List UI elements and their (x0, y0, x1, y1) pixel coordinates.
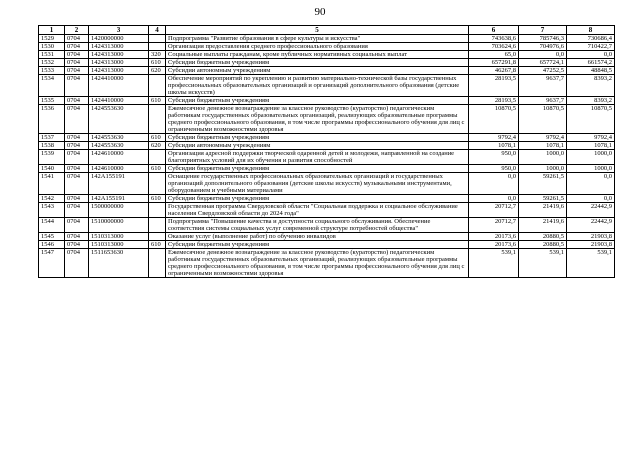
year2-amount-cell: 704976,6 (519, 43, 567, 51)
target-code-cell: 1424313000 (89, 43, 149, 51)
row-number-cell: 1541 (39, 173, 65, 195)
table-row (39, 97, 615, 105)
row-number-cell: 1530 (39, 43, 65, 51)
row-number-cell: 1547 (39, 249, 65, 278)
year3-amount-cell: 48848,5 (567, 67, 615, 75)
table-row (39, 43, 615, 51)
year3-amount-cell: 21903,8 (567, 241, 615, 249)
target-code-cell: 142А155191 (89, 195, 149, 203)
section-cell: 0704 (65, 75, 89, 97)
row-number-cell: 1536 (39, 105, 65, 134)
name-cell: Субсидии автономным учреждениям (166, 142, 469, 150)
expense-type-cell: 620 (149, 67, 166, 75)
year3-amount-cell: 1078,1 (567, 142, 615, 150)
expense-type-cell: 320 (149, 51, 166, 59)
target-code-cell: 1424313000 (89, 67, 149, 75)
target-code-cell: 1424313000 (89, 51, 149, 59)
year2-amount-cell: 59261,5 (519, 195, 567, 203)
year3-amount-cell: 1000,0 (567, 165, 615, 173)
section-cell: 0704 (65, 134, 89, 142)
target-code-cell: 1424610000 (89, 165, 149, 173)
year1-amount-cell: 1078,1 (469, 142, 519, 150)
header-cell: 5 (166, 26, 469, 35)
expense-type-cell: 610 (149, 59, 166, 67)
name-cell: Субсидии бюджетным учреждениям (166, 59, 469, 67)
target-code-cell: 1510313000 (89, 233, 149, 241)
year2-amount-cell: 9637,7 (519, 75, 567, 97)
year1-amount-cell: 28193,5 (469, 75, 519, 97)
year2-amount-cell: 20880,5 (519, 241, 567, 249)
year1-amount-cell: 20173,6 (469, 241, 519, 249)
name-cell: Обеспечение мероприятий по укреплению и развитию материально-технической базы государственных профессиональных образовательных организаций и организаций дополнительного образования (детские школы искусств) (166, 75, 469, 97)
name-cell: Ежемесячное денежное вознаграждение за классное руководство (кураторство) педагогическим работникам государственных образовательных организаций, реализующих образовательные программы среднего профессионального образования, в том числе программы профессионального обучения для лиц с ограниченными возможностями здоровья (166, 105, 469, 134)
row-number-cell: 1542 (39, 195, 65, 203)
name-cell: Субсидии бюджетным учреждениям (166, 97, 469, 105)
page-number: 90 (314, 6, 326, 18)
expense-type-cell (149, 233, 166, 241)
year3-amount-cell: 9792,4 (567, 134, 615, 142)
section-cell: 0704 (65, 105, 89, 134)
name-cell: Субсидии бюджетным учреждениям (166, 134, 469, 142)
expense-type-cell (149, 75, 166, 97)
year1-amount-cell: 46267,8 (469, 67, 519, 75)
expense-type-cell: 610 (149, 195, 166, 203)
year1-amount-cell: 539,1 (469, 249, 519, 278)
target-code-cell: 1424553630 (89, 142, 149, 150)
section-cell: 0704 (65, 150, 89, 165)
year3-amount-cell: 8393,2 (567, 75, 615, 97)
section-cell: 0704 (65, 35, 89, 43)
year3-amount-cell: 730686,4 (567, 35, 615, 43)
row-number-cell: 1544 (39, 218, 65, 233)
name-cell: Подпрограмма "Развитие образования в сфере культуры и искусства" (166, 35, 469, 43)
year2-amount-cell: 59261,5 (519, 173, 567, 195)
expense-type-cell: 610 (149, 241, 166, 249)
table-row (39, 59, 615, 67)
section-cell: 0704 (65, 218, 89, 233)
header-cell: 4 (149, 26, 166, 35)
year3-amount-cell: 8393,2 (567, 97, 615, 105)
header-cell: 3 (89, 26, 149, 35)
table-row (39, 233, 615, 241)
year1-amount-cell: 9792,4 (469, 134, 519, 142)
target-code-cell: 1510000000 (89, 218, 149, 233)
section-cell: 0704 (65, 241, 89, 249)
year1-amount-cell: 20712,7 (469, 203, 519, 218)
year1-amount-cell: 657291,8 (469, 59, 519, 67)
expense-type-cell (149, 249, 166, 278)
table-row (39, 249, 615, 278)
year3-amount-cell: 710422,7 (567, 43, 615, 51)
budget-table (38, 25, 615, 278)
year1-amount-cell: 20173,6 (469, 233, 519, 241)
name-cell: Оснащение государственных профессиональных образовательных организаций и государственных организаций дополнительного образования (детские школы искусств) музыкальными инструментами, оборудованием и учебными материалами (166, 173, 469, 195)
section-cell: 0704 (65, 59, 89, 67)
year1-amount-cell: 703624,6 (469, 43, 519, 51)
table-row (39, 150, 615, 165)
year2-amount-cell: 539,1 (519, 249, 567, 278)
row-number-cell: 1539 (39, 150, 65, 165)
row-number-cell: 1533 (39, 67, 65, 75)
target-code-cell: 1510313000 (89, 241, 149, 249)
year2-amount-cell: 1078,1 (519, 142, 567, 150)
year1-amount-cell: 20712,7 (469, 218, 519, 233)
row-number-cell: 1543 (39, 203, 65, 218)
year2-amount-cell: 20880,5 (519, 233, 567, 241)
name-cell: Субсидии бюджетным учреждениям (166, 165, 469, 173)
target-code-cell: 1424410000 (89, 97, 149, 105)
name-cell: Ежемесячное денежное вознаграждение за классное руководство (кураторство) педагогическим работникам государственных образовательных организаций, реализующих образовательные программы среднего профессионального образования, в том числе программы профессионального обучения для лиц с ограниченными возможностями здоровья (166, 249, 469, 278)
year1-amount-cell: 950,0 (469, 150, 519, 165)
year1-amount-cell: 950,0 (469, 165, 519, 173)
table-row (39, 173, 615, 195)
name-cell: Субсидии бюджетным учреждениям (166, 195, 469, 203)
target-code-cell: 1424553630 (89, 105, 149, 134)
row-number-cell: 1529 (39, 35, 65, 43)
row-number-cell: 1545 (39, 233, 65, 241)
name-cell: Субсидии бюджетным учреждениям (166, 241, 469, 249)
name-cell: Субсидии автономным учреждениям (166, 67, 469, 75)
expense-type-cell: 620 (149, 142, 166, 150)
year3-amount-cell: 1000,0 (567, 150, 615, 165)
expense-type-cell (149, 43, 166, 51)
name-cell: Оказание услуг (выполнение работ) по обучению инвалидов (166, 233, 469, 241)
year3-amount-cell: 539,1 (567, 249, 615, 278)
year1-amount-cell: 28193,5 (469, 97, 519, 105)
section-cell: 0704 (65, 43, 89, 51)
table-row (39, 203, 615, 218)
table-header-row (39, 26, 615, 35)
year3-amount-cell: 21903,8 (567, 233, 615, 241)
year3-amount-cell: 0,0 (567, 195, 615, 203)
row-number-cell: 1540 (39, 165, 65, 173)
year1-amount-cell: 0,0 (469, 173, 519, 195)
target-code-cell: 1500000000 (89, 203, 149, 218)
table-row (39, 195, 615, 203)
row-number-cell: 1546 (39, 241, 65, 249)
name-cell: Организация предоставления среднего профессионального образования (166, 43, 469, 51)
section-cell: 0704 (65, 67, 89, 75)
year2-amount-cell: 21419,6 (519, 203, 567, 218)
section-cell: 0704 (65, 173, 89, 195)
year2-amount-cell: 1000,0 (519, 150, 567, 165)
year2-amount-cell: 21419,6 (519, 218, 567, 233)
name-cell: Государственная программа Свердловской области "Социальная поддержка и социальное обслуживание населения Свердловской области до 2024 года" (166, 203, 469, 218)
year2-amount-cell: 657724,1 (519, 59, 567, 67)
target-code-cell: 142А155191 (89, 173, 149, 195)
header-cell: 6 (469, 26, 519, 35)
target-code-cell: 1420000000 (89, 35, 149, 43)
table-row (39, 241, 615, 249)
name-cell: Социальные выплаты гражданам, кроме публичных нормативных социальных выплат (166, 51, 469, 59)
expense-type-cell: 610 (149, 165, 166, 173)
year2-amount-cell: 9637,7 (519, 97, 567, 105)
year2-amount-cell: 9792,4 (519, 134, 567, 142)
year1-amount-cell: 10870,5 (469, 105, 519, 134)
year1-amount-cell: 743638,6 (469, 35, 519, 43)
target-code-cell: 1424313000 (89, 59, 149, 67)
section-cell: 0704 (65, 249, 89, 278)
year3-amount-cell: 661574,2 (567, 59, 615, 67)
section-cell: 0704 (65, 203, 89, 218)
year2-amount-cell: 785746,3 (519, 35, 567, 43)
year3-amount-cell: 10870,5 (567, 105, 615, 134)
header-cell: 8 (567, 26, 615, 35)
expense-type-cell (149, 218, 166, 233)
year3-amount-cell: 22442,9 (567, 218, 615, 233)
section-cell: 0704 (65, 51, 89, 59)
year1-amount-cell: 65,0 (469, 51, 519, 59)
year2-amount-cell: 0,0 (519, 51, 567, 59)
expense-type-cell (149, 203, 166, 218)
header-cell: 1 (39, 26, 65, 35)
row-number-cell: 1531 (39, 51, 65, 59)
header-cell: 7 (519, 26, 567, 35)
header-cell: 2 (65, 26, 89, 35)
section-cell: 0704 (65, 165, 89, 173)
name-cell: Организация адресной поддержки творческой одаренной детей и молодежи, направленной на создание благоприятных условий для их обучения и развития способностей (166, 150, 469, 165)
target-code-cell: 1511653630 (89, 249, 149, 278)
year2-amount-cell: 47252,5 (519, 67, 567, 75)
year2-amount-cell: 1000,0 (519, 165, 567, 173)
expense-type-cell (149, 35, 166, 43)
section-cell: 0704 (65, 97, 89, 105)
table-row (39, 105, 615, 134)
expense-type-cell (149, 150, 166, 165)
row-number-cell: 1534 (39, 75, 65, 97)
table-row (39, 67, 615, 75)
target-code-cell: 1424553630 (89, 134, 149, 142)
table-row (39, 142, 615, 150)
target-code-cell: 1424610000 (89, 150, 149, 165)
table-row (39, 134, 615, 142)
table-row (39, 51, 615, 59)
expense-type-cell (149, 105, 166, 134)
section-cell: 0704 (65, 142, 89, 150)
expense-type-cell: 610 (149, 97, 166, 105)
year3-amount-cell: 0,0 (567, 173, 615, 195)
table-row (39, 165, 615, 173)
expense-type-cell (149, 173, 166, 195)
target-code-cell: 1424410000 (89, 75, 149, 97)
year3-amount-cell: 0,0 (567, 51, 615, 59)
section-cell: 0704 (65, 195, 89, 203)
row-number-cell: 1538 (39, 142, 65, 150)
year3-amount-cell: 22442,9 (567, 203, 615, 218)
section-cell: 0704 (65, 233, 89, 241)
table-row (39, 35, 615, 43)
row-number-cell: 1537 (39, 134, 65, 142)
table-row (39, 75, 615, 97)
row-number-cell: 1535 (39, 97, 65, 105)
row-number-cell: 1532 (39, 59, 65, 67)
year2-amount-cell: 10870,5 (519, 105, 567, 134)
table-row (39, 218, 615, 233)
expense-type-cell: 610 (149, 134, 166, 142)
year1-amount-cell: 0,0 (469, 195, 519, 203)
name-cell: Подпрограмма "Повышение качества и доступности социального обслуживания. Обеспечение соответствия системы социальных услуг современной структуре потребностей общества" (166, 218, 469, 233)
